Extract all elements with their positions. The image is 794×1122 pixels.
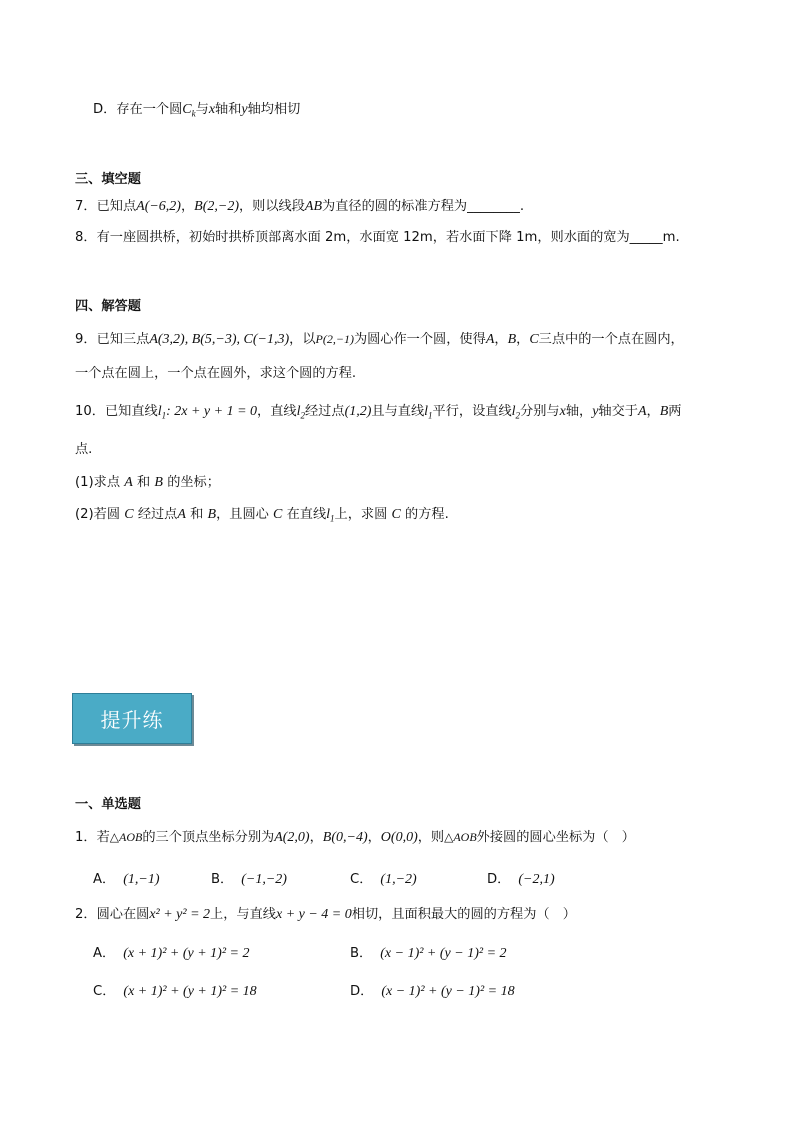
q6-option-d: D．存在一个圆$C_k$与x轴和y轴均相切	[93, 102, 301, 119]
question-10-part-2: (2)若圆 C 经过点A 和 B，且圆心 C 在直线$l_1$上，求圆 C 的方程.	[75, 507, 449, 524]
question-10-line-1: 10．已知直线$l_1$: 2x + y + 1 = 0，直线$l_2$经过点(1,2)且与直线$l_1$平行，设直线$l_2$分别与x轴，y轴交于A，B两	[75, 404, 682, 421]
problem-1: 1．若△AOB的三个顶点坐标分别为A(2,0)，B(0,−4)，O(0,0)，则△AOB外接圆的圆心坐标为（ ）	[75, 830, 635, 845]
question-7: 7．已知点A(−6,2)，B(2,−2)，则以线段AB为直径的圆的标准方程为________.	[75, 199, 525, 214]
question-9-line-2: 一个点在圆上，一个点在圆外，求这个圆的方程.	[75, 366, 357, 381]
problem-2-option-a[interactable]: A． (x + 1)² + (y + 1)² = 2	[93, 946, 250, 961]
section-banner: 提升练	[72, 693, 192, 744]
question-9-line-1: 9．已知三点A(3,2), B(5,−3), C(−1,3)，以P(2,−1)为圆心作一个圆，使得A，B，C三点中的一个点在圆内，	[75, 332, 684, 347]
question-8: 8．有一座圆拱桥，初始时拱桥顶部离水面 2m，水面宽 12m，若水面下降 1m，则水面的宽为_____m.	[75, 230, 680, 245]
problem-1-option-a[interactable]: A． (1,−1)	[93, 872, 160, 887]
section-heading-solutions: 四、解答题	[75, 299, 141, 314]
problem-2-option-b[interactable]: B． (x − 1)² + (y − 1)² = 2	[350, 946, 507, 961]
problem-1-option-d[interactable]: D． (−2,1)	[487, 872, 555, 887]
section-heading-fill-in: 三、填空题	[75, 172, 141, 187]
problem-1-option-c[interactable]: C． (1,−2)	[350, 872, 417, 887]
answer-blank: ________	[467, 199, 520, 214]
problem-2-option-d[interactable]: D． (x − 1)² + (y − 1)² = 18	[350, 984, 515, 999]
section-heading-single-choice: 一、单选题	[75, 797, 141, 812]
question-10-part-1: (1)求点 A 和 B 的坐标；	[75, 475, 220, 490]
problem-2: 2．圆心在圆x² + y² = 2上，与直线x + y − 4 = 0相切，且面积最大的圆的方程为（ ）	[75, 907, 576, 922]
problem-2-option-c[interactable]: C． (x + 1)² + (y + 1)² = 18	[93, 984, 257, 999]
problem-1-option-b[interactable]: B． (−1,−2)	[211, 872, 287, 887]
question-10-line-2: 点.	[75, 442, 93, 457]
answer-blank: _____	[629, 230, 663, 245]
